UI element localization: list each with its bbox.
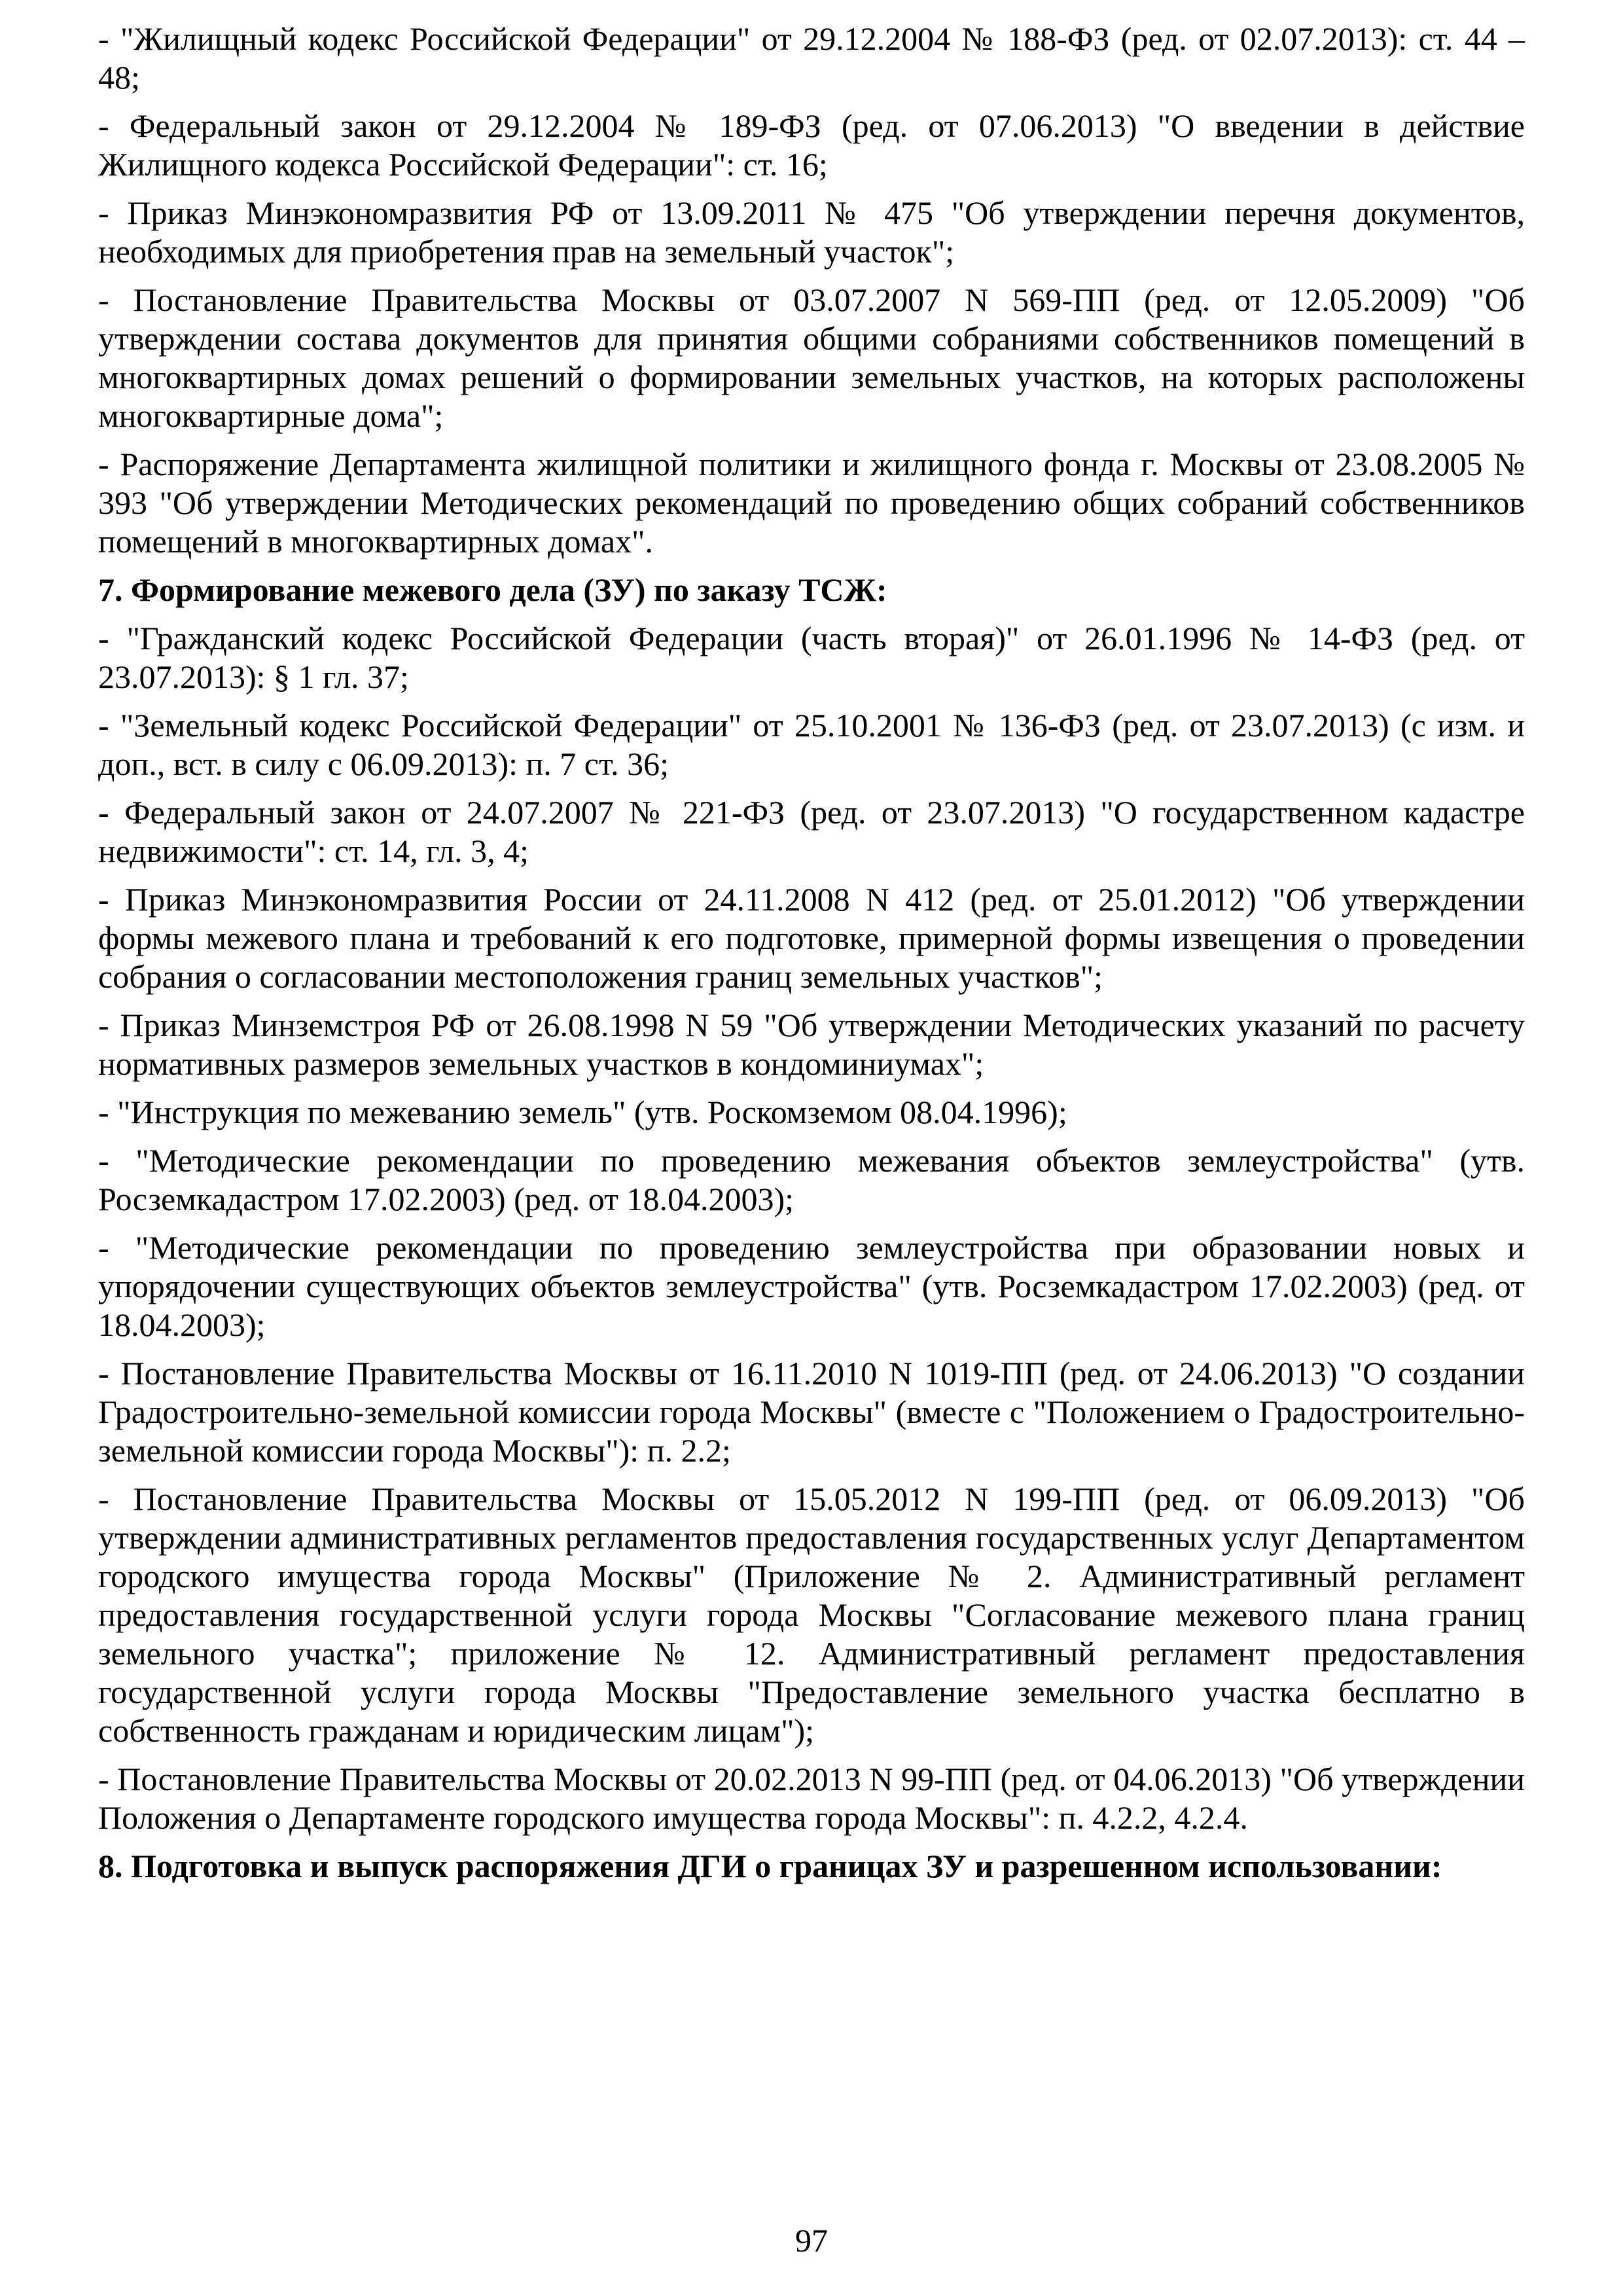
list-item: - "Земельный кодекс Российской Федерации" от 25.10.2001 № 136-ФЗ (ред. от 23.07.2013) (с изм. и доп., вст. в силу с 06.09.2013): п. 7 ст. 36; xyxy=(98,707,1525,782)
section-heading-8: 8. Подготовка и выпуск распоряжения ДГИ о границах ЗУ и разрешенном использовании: xyxy=(98,1848,1442,1884)
list-item: - Приказ Минэкономразвития РФ от 13.09.2011 № 475 "Об утверждении перечня документов, необходимых для приобретения прав на земельный участок"; xyxy=(98,194,1525,270)
list-item: - "Методические рекомендации по проведению межевания объектов землеустройства" (утв. Росземкадастром 17.02.2003) (ред. от 18.04.2003); xyxy=(98,1142,1525,1217)
list-item: - "Инструкция по межеванию земель" (утв. Роскомземом 08.04.1996); xyxy=(98,1094,1067,1130)
list-item: - Постановление Правительства Москвы от 15.05.2012 N 199-ПП (ред. от 06.09.2013) "Об утверждении административных регламентов предоставления государственных услуг Департаментом городского имущества города Москвы" (Приложение № 2. Административный регламент предоставления государственной услуги города Москвы "Согласование межевого плана границ земельного участка"; приложение № 12. Административный регламент предоставления государственной услуги города Москвы "Предоставление земельного участка бесплатно в собственность гражданам и юридическим лицам"); xyxy=(98,1480,1525,1749)
list-item: - Постановление Правительства Москвы от 16.11.2010 N 1019-ПП (ред. от 24.06.2013) "О создании Градостроительно-земельной комиссии города Москвы" (вместе с "Положением о Градостроительно-земельной комиссии города Москвы"): п. 2.2; xyxy=(98,1355,1525,1469)
list-item: - Федеральный закон от 29.12.2004 № 189-ФЗ (ред. от 07.06.2013) "О введении в действие Жилищного кодекса Российской Федерации": ст. 16; xyxy=(98,107,1525,183)
list-item: - Постановление Правительства Москвы от 03.07.2007 N 569-ПП (ред. от 12.05.2009) "Об утверждении состава документов для принятия общими собраниями собственников помещений в многоквартирных домах решений о формировании земельных участков, на которых расположены многоквартирные дома"; xyxy=(98,281,1525,434)
list-item: - Федеральный закон от 24.07.2007 № 221-ФЗ (ред. от 23.07.2013) "О государственном кадастре недвижимости": ст. 14, гл. 3, 4; xyxy=(98,794,1525,869)
list-item: - "Методические рекомендации по проведению землеустройства при образовании новых и упорядочении существующих объектов землеустройства" (утв. Росземкадастром 17.02.2003) (ред. от 18.04.2003); xyxy=(98,1229,1525,1343)
section-heading-7: 7. Формирование межевого дела (ЗУ) по заказу ТСЖ: xyxy=(98,571,887,608)
list-item: - "Гражданский кодекс Российской Федерации (часть вторая)" от 26.01.1996 № 14-ФЗ (ред. от 23.07.2013): § 1 гл. 37; xyxy=(98,620,1525,695)
list-item: - Постановление Правительства Москвы от 20.02.2013 N 99-ПП (ред. от 04.06.2013) "Об утверждении Положения о Департаменте городского имущества города Москвы": п. 4.2.2, 4.2.4. xyxy=(98,1761,1525,1836)
list-item: - Приказ Минземстроя РФ от 26.08.1998 N 59 "Об утверждении Методических указаний по расчету нормативных размеров земельных участков в кондоминиумах"; xyxy=(98,1007,1525,1082)
page-number: 97 xyxy=(795,2222,828,2259)
list-item: - Распоряжение Департамента жилищной политики и жилищного фонда г. Москвы от 23.08.2005 № 393 "Об утверждении Методических рекомендаций по проведению общих собраний собственников помещений в многоквартирных домах". xyxy=(98,446,1525,560)
list-item: - Приказ Минэкономразвития России от 24.11.2008 N 412 (ред. от 25.01.2012) "Об утверждении формы межевого плана и требований к его подготовке, примерной формы извещения о проведении собрания о согласовании местоположения границ земельных участков"; xyxy=(98,881,1525,995)
document-body xyxy=(98,20,1525,1895)
list-item: - "Жилищный кодекс Российской Федерации" от 29.12.2004 № 188-ФЗ (ред. от 02.07.2013): ст. 44 – 48; xyxy=(98,20,1525,96)
